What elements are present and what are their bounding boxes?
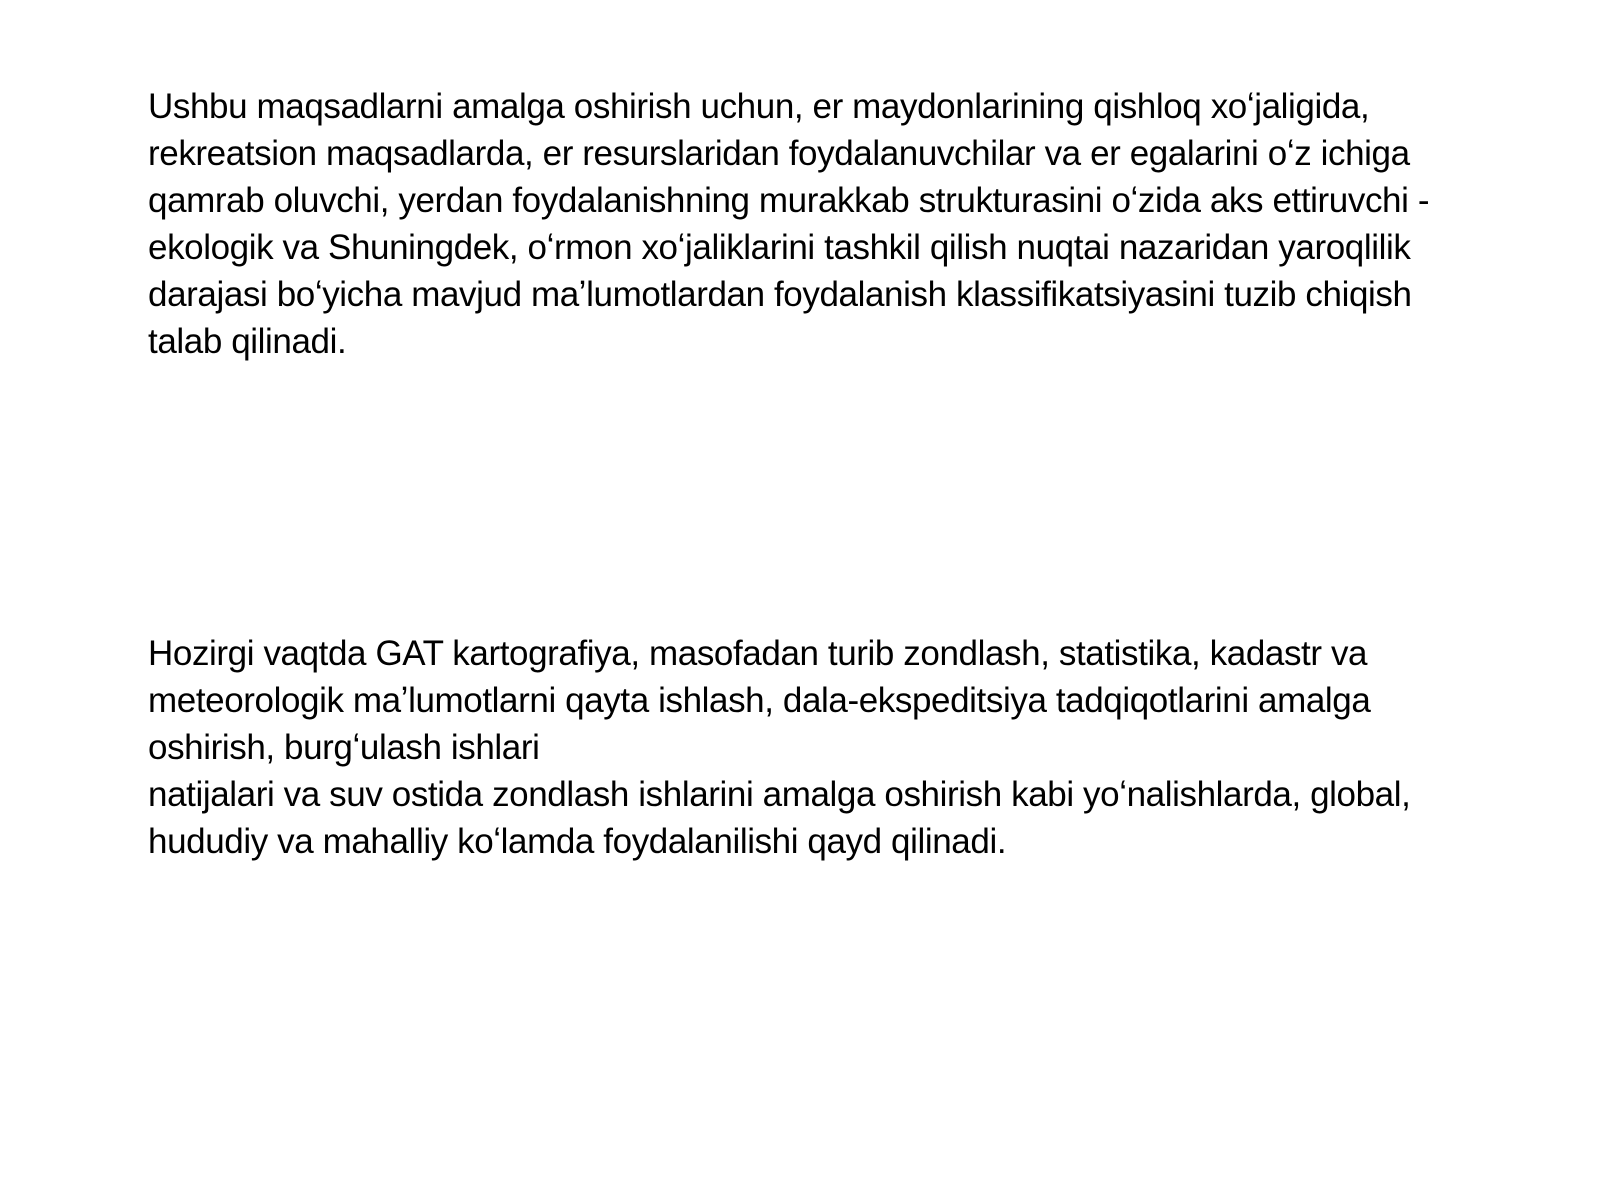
paragraph-first: [148, 83, 1548, 365]
paragraph-second: [148, 630, 1548, 865]
text-line: ekologik va Shuningdek, oʻrmon xoʻjaliklarini tashkil qilish nuqtai nazaridan yaroqlilik: [148, 228, 1411, 267]
text-line: oshirish, burgʻulash ishlari: [148, 728, 540, 767]
text-line: natijalari va suv ostida zondlash ishlarini amalga oshirish kabi yoʻnalishlarda, global,: [148, 775, 1411, 814]
text-line: meteorologik maʼlumotlarni qayta ishlash, dala-ekspeditsiya tadqiqotlarini amalga: [148, 681, 1371, 720]
text-line: Hozirgi vaqtda GAT kartografiya, masofadan turib zondlash, statistika, kadastr va: [148, 634, 1368, 673]
text-line: rekreatsion maqsadlarda, er resurslaridan foydalanuvchilar va er egalarini oʻz ichiga: [148, 134, 1410, 173]
text-line: darajasi boʻyicha mavjud maʼlumotlardan foydalanish klassifikatsiyasini tuzib chiqish: [148, 275, 1412, 314]
text-line: hududiy va mahalliy koʻlamda foydalanilishi qayd qilinadi.: [148, 822, 1007, 861]
text-line: talab qilinadi.: [148, 322, 347, 361]
text-line: qamrab oluvchi, yerdan foydalanishning murakkab strukturasini oʻzida aks ettiruvchi -: [148, 181, 1430, 220]
text-line: Ushbu maqsadlarni amalga oshirish uchun, er maydonlarining qishloq xoʻjaligida,: [148, 87, 1370, 126]
